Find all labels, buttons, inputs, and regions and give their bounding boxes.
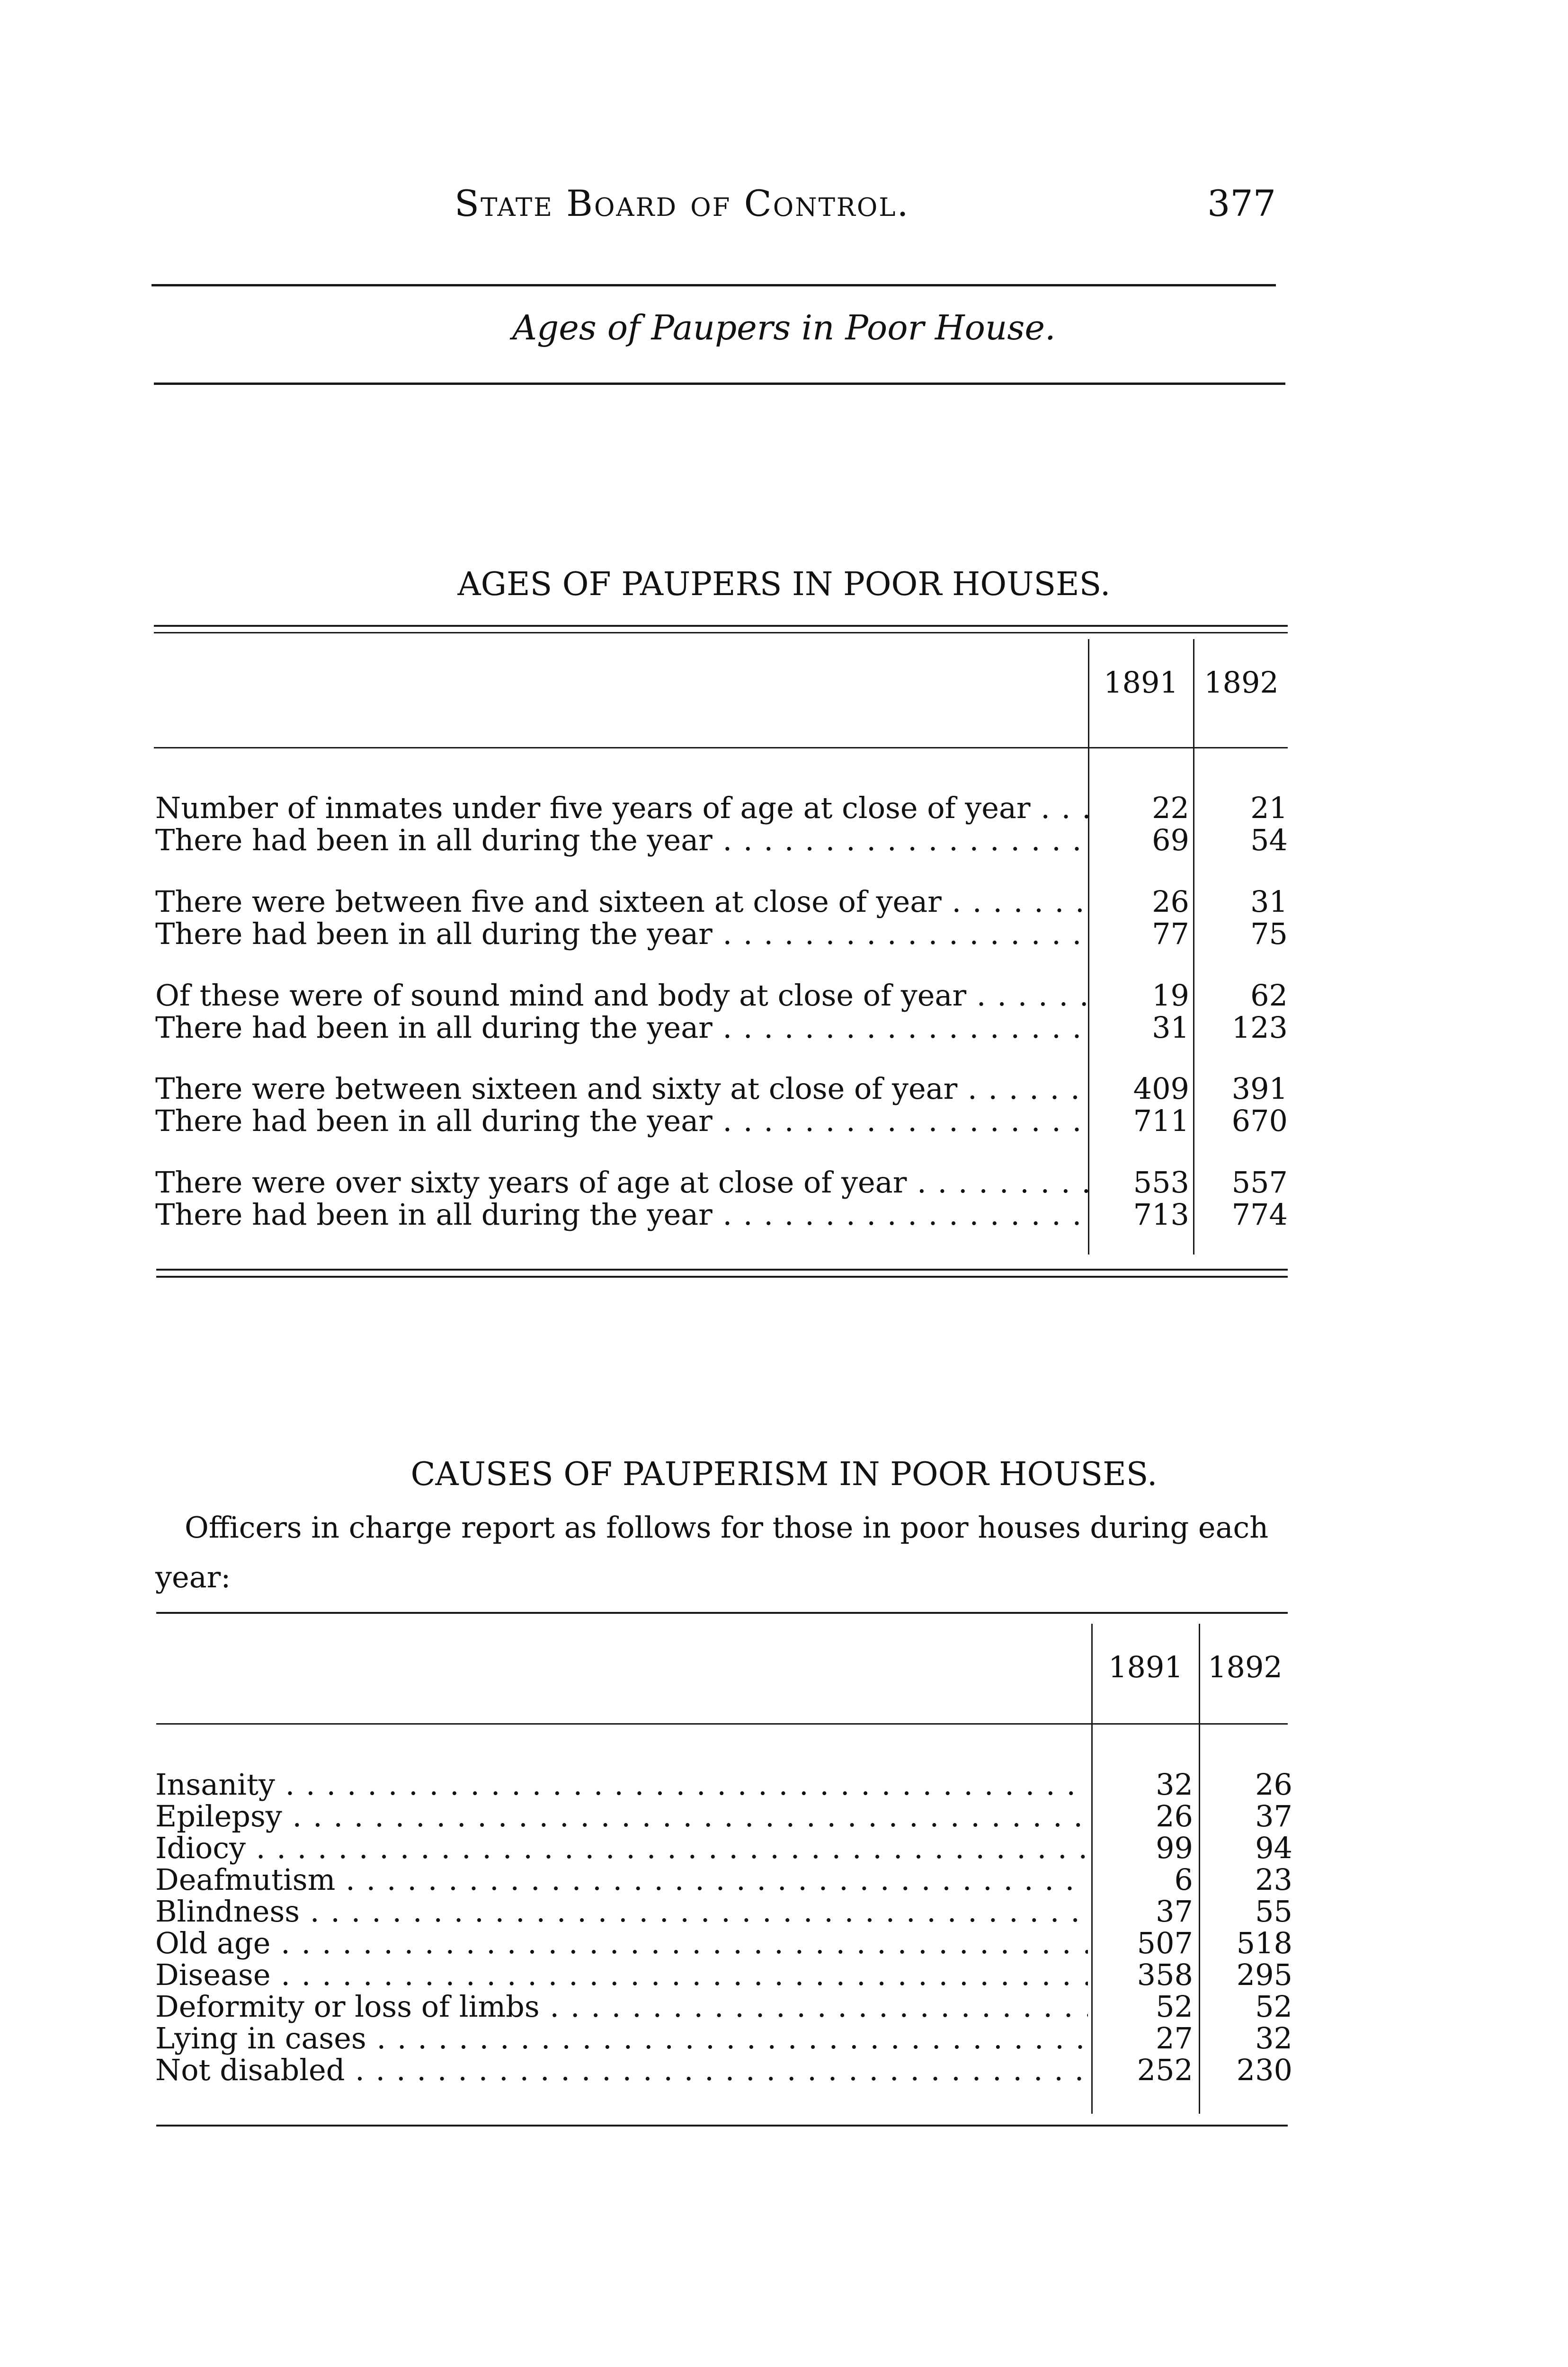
ages-value-1892: 391 — [1231, 1071, 1288, 1106]
causes-value-1891: 6 — [1174, 1862, 1193, 1897]
causes-table-col-divider-1 — [1091, 1624, 1093, 2114]
ages-value-1892: 774 — [1231, 1197, 1288, 1232]
ages-table-col-divider-1 — [1088, 639, 1089, 1255]
causes-row-label: Deformity or loss of limbs . . . — [155, 1989, 1088, 2024]
causes-intro-line-1: Officers in charge report as follows for those in poor houses during each — [185, 1510, 1269, 1545]
ages-table-top-rule-2 — [154, 632, 1288, 633]
causes-row-label: Disease . . . — [155, 1958, 1088, 1992]
causes-value-1892: 37 — [1255, 1799, 1292, 1833]
ages-table-title: AGES OF PAUPERS IN POOR HOUSES. — [457, 566, 1111, 603]
causes-value-1891: 507 — [1137, 1926, 1193, 1960]
causes-value-1891: 52 — [1156, 1989, 1193, 2024]
ages-value-1891: 26 — [1152, 884, 1189, 919]
causes-intro-line-2: year: — [155, 1560, 231, 1594]
causes-row-label: Insanity . . . — [155, 1767, 1088, 1802]
causes-value-1892: 26 — [1255, 1767, 1292, 1802]
causes-row-label: Epilepsy . . . — [155, 1799, 1088, 1833]
causes-value-1891: 99 — [1156, 1831, 1193, 1865]
ages-table-bottom-rule-2 — [156, 1276, 1288, 1278]
ages-row-label: Of these were of sound mind and body at close of year . . . — [155, 978, 1088, 1013]
causes-value-1892: 55 — [1255, 1894, 1292, 1929]
ages-value-1891: 553 — [1133, 1165, 1189, 1200]
ages-value-1892: 21 — [1250, 791, 1288, 825]
ages-table-top-rule — [154, 625, 1288, 627]
ages-row-label: There had been in all during the year . . . — [155, 917, 1088, 951]
causes-row-label: Not disabled . . . — [155, 2053, 1088, 2087]
causes-table-top-rule — [156, 1612, 1288, 1614]
causes-value-1891: 252 — [1137, 2053, 1193, 2087]
causes-value-1892: 52 — [1255, 1989, 1292, 2024]
ages-value-1892: 31 — [1250, 884, 1288, 919]
page-number: 377 — [1207, 182, 1276, 224]
ages-row-label: There were over sixty years of age at close of year . . . — [155, 1165, 1088, 1200]
causes-row-label: Idiocy . . . — [155, 1831, 1088, 1865]
causes-table-col-divider-2 — [1199, 1624, 1200, 2114]
causes-value-1892: 94 — [1255, 1831, 1292, 1865]
ages-value-1891: 711 — [1133, 1103, 1189, 1138]
causes-value-1892: 23 — [1255, 1862, 1292, 1897]
causes-value-1892: 295 — [1236, 1958, 1292, 1992]
ages-value-1892: 75 — [1250, 917, 1288, 951]
ages-value-1891: 409 — [1133, 1071, 1189, 1106]
ages-row-label: There were between five and sixteen at close of year . . . — [155, 884, 1088, 919]
ages-value-1891: 31 — [1152, 1010, 1189, 1045]
header-rule-bottom — [154, 383, 1285, 385]
page-subtitle: Ages of Paupers in Poor House. — [512, 308, 1056, 347]
causes-row-label: Blindness . . . — [155, 1894, 1088, 1929]
ages-row-label: There had been in all during the year . . . — [155, 1010, 1088, 1045]
ages-value-1891: 22 — [1152, 791, 1189, 825]
ages-value-1892: 54 — [1250, 823, 1288, 857]
causes-header-1892: 1892 — [1208, 1650, 1283, 1684]
causes-value-1892: 32 — [1255, 2021, 1292, 2056]
ages-row-label: There had been in all during the year . . . — [155, 1197, 1088, 1232]
causes-table-bottom-rule — [156, 2125, 1288, 2127]
causes-row-label: Lying in cases . . . — [155, 2021, 1088, 2056]
ages-value-1892: 123 — [1231, 1010, 1288, 1045]
ages-row-label: There were between sixteen and sixty at close of year . . . — [155, 1071, 1088, 1106]
causes-header-1891: 1891 — [1108, 1650, 1183, 1684]
ages-header-1891: 1891 — [1104, 665, 1178, 700]
causes-value-1891: 26 — [1156, 1799, 1193, 1833]
ages-value-1892: 670 — [1231, 1103, 1288, 1138]
ages-value-1892: 557 — [1231, 1165, 1288, 1200]
causes-value-1891: 32 — [1156, 1767, 1193, 1802]
ages-header-rule — [154, 747, 1288, 748]
causes-value-1891: 37 — [1156, 1894, 1193, 1929]
causes-value-1891: 27 — [1156, 2021, 1193, 2056]
causes-header-rule — [156, 1723, 1288, 1725]
ages-value-1892: 62 — [1250, 978, 1288, 1013]
causes-value-1892: 230 — [1236, 2053, 1292, 2087]
ages-value-1891: 77 — [1152, 917, 1189, 951]
causes-value-1892: 518 — [1236, 1926, 1292, 1960]
ages-row-label: There had been in all during the year . . . — [155, 823, 1088, 857]
causes-row-label: Deafmutism . . . — [155, 1862, 1088, 1897]
ages-table-bottom-rule — [156, 1269, 1288, 1271]
ages-row-label: There had been in all during the year . . . — [155, 1103, 1088, 1138]
causes-row-label: Old age . . . — [155, 1926, 1088, 1960]
ages-header-1892: 1892 — [1204, 665, 1279, 700]
ages-row-label: Number of inmates under five years of age at close of year . . . — [155, 791, 1088, 825]
causes-table-title: CAUSES OF PAUPERISM IN POOR HOUSES. — [410, 1456, 1158, 1493]
ages-value-1891: 713 — [1133, 1197, 1189, 1232]
header-rule-top — [151, 284, 1276, 286]
ages-table-col-divider-2 — [1193, 639, 1194, 1255]
running-title: State Board of Control. — [454, 182, 910, 224]
ages-value-1891: 19 — [1152, 978, 1189, 1013]
ages-value-1891: 69 — [1152, 823, 1189, 857]
causes-value-1891: 358 — [1137, 1958, 1193, 1992]
